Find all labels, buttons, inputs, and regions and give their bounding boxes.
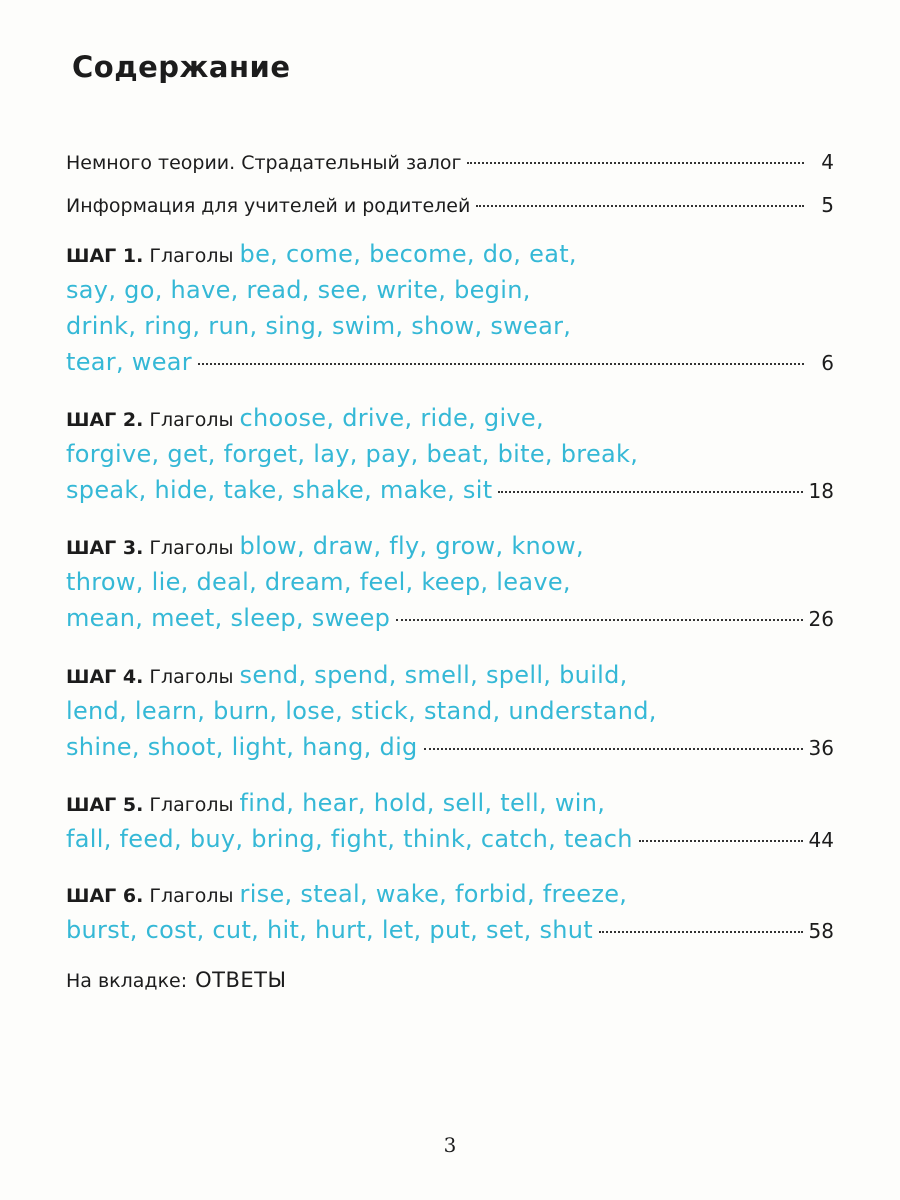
dot-leader — [639, 840, 803, 842]
toc-step-5[interactable] — [66, 789, 834, 861]
toc-step-6[interactable] — [66, 880, 834, 952]
step-label: ШАГ 5. Глаголы — [66, 794, 234, 816]
verb-list-line: mean, meet, sleep, sweep — [66, 604, 391, 632]
toc-page-number: 26 — [808, 607, 834, 631]
verb-list-line: throw, lie, deal, dream, feel, keep, leave, — [66, 568, 571, 596]
page-title: Содержание — [72, 50, 291, 84]
dot-leader — [476, 205, 804, 207]
dot-leader — [498, 491, 802, 493]
toc-page-number: 58 — [808, 919, 834, 943]
verb-list-line: choose, drive, ride, give, — [239, 404, 544, 432]
step-label: ШАГ 4. Глаголы — [66, 666, 234, 688]
toc-entry-info[interactable] — [66, 193, 834, 217]
toc-page-number: 18 — [808, 479, 834, 503]
step-label: ШАГ 2. Глаголы — [66, 409, 234, 431]
verb-list-line: lend, learn, burn, lose, stick, stand, understand, — [66, 697, 657, 725]
toc-step-2[interactable] — [66, 404, 834, 512]
dot-leader — [198, 363, 804, 365]
toc-page-number: 5 — [821, 193, 834, 217]
toc-entry-text: Информация для учителей и родителей — [66, 195, 471, 217]
verb-list-line: be, come, become, do, eat, — [239, 240, 577, 268]
verb-list-line: tear, wear — [66, 348, 192, 376]
verb-list-line: speak, hide, take, shake, make, sit — [66, 476, 493, 504]
verb-list-line: shine, shoot, light, hang, dig — [66, 733, 418, 761]
answers-label: ОТВЕТЫ — [195, 968, 287, 992]
verb-list-line: drink, ring, run, sing, swim, show, swear, — [66, 312, 572, 340]
toc-entry-theory[interactable] — [66, 150, 834, 174]
toc-page-number: 44 — [808, 828, 834, 852]
toc-answers-note[interactable] — [66, 968, 834, 992]
step-label: ШАГ 3. Глаголы — [66, 537, 234, 559]
page-number: 3 — [443, 1133, 457, 1157]
toc-step-1[interactable] — [66, 240, 834, 384]
toc-step-4[interactable] — [66, 661, 834, 769]
verb-list-line: rise, steal, wake, forbid, freeze, — [239, 880, 628, 908]
insert-label: На вкладке: — [66, 970, 188, 992]
toc-entry-text: Немного теории. Страдательный залог — [66, 152, 462, 174]
step-label: ШАГ 6. Глаголы — [66, 885, 234, 907]
dot-leader — [424, 748, 803, 750]
verb-list-line: blow, draw, fly, grow, know, — [239, 532, 584, 560]
verb-list-line: find, hear, hold, sell, tell, win, — [239, 789, 606, 817]
verb-list-line: fall, feed, buy, bring, fight, think, catch, teach — [66, 825, 633, 853]
verb-list-line: forgive, get, forget, lay, pay, beat, bite, break, — [66, 440, 639, 468]
verb-list-line: send, spend, smell, spell, build, — [239, 661, 628, 689]
toc-page-number: 36 — [808, 736, 834, 760]
verb-list-line: burst, cost, cut, hit, hurt, let, put, set, shut — [66, 916, 594, 944]
dot-leader — [396, 619, 802, 621]
dot-leader — [599, 931, 803, 933]
toc-step-3[interactable] — [66, 532, 834, 640]
step-label: ШАГ 1. Глаголы — [66, 245, 234, 267]
toc-page-number: 6 — [821, 351, 834, 375]
dot-leader — [467, 162, 804, 164]
toc-page-number: 4 — [821, 150, 834, 174]
verb-list-line: say, go, have, read, see, write, begin, — [66, 276, 531, 304]
